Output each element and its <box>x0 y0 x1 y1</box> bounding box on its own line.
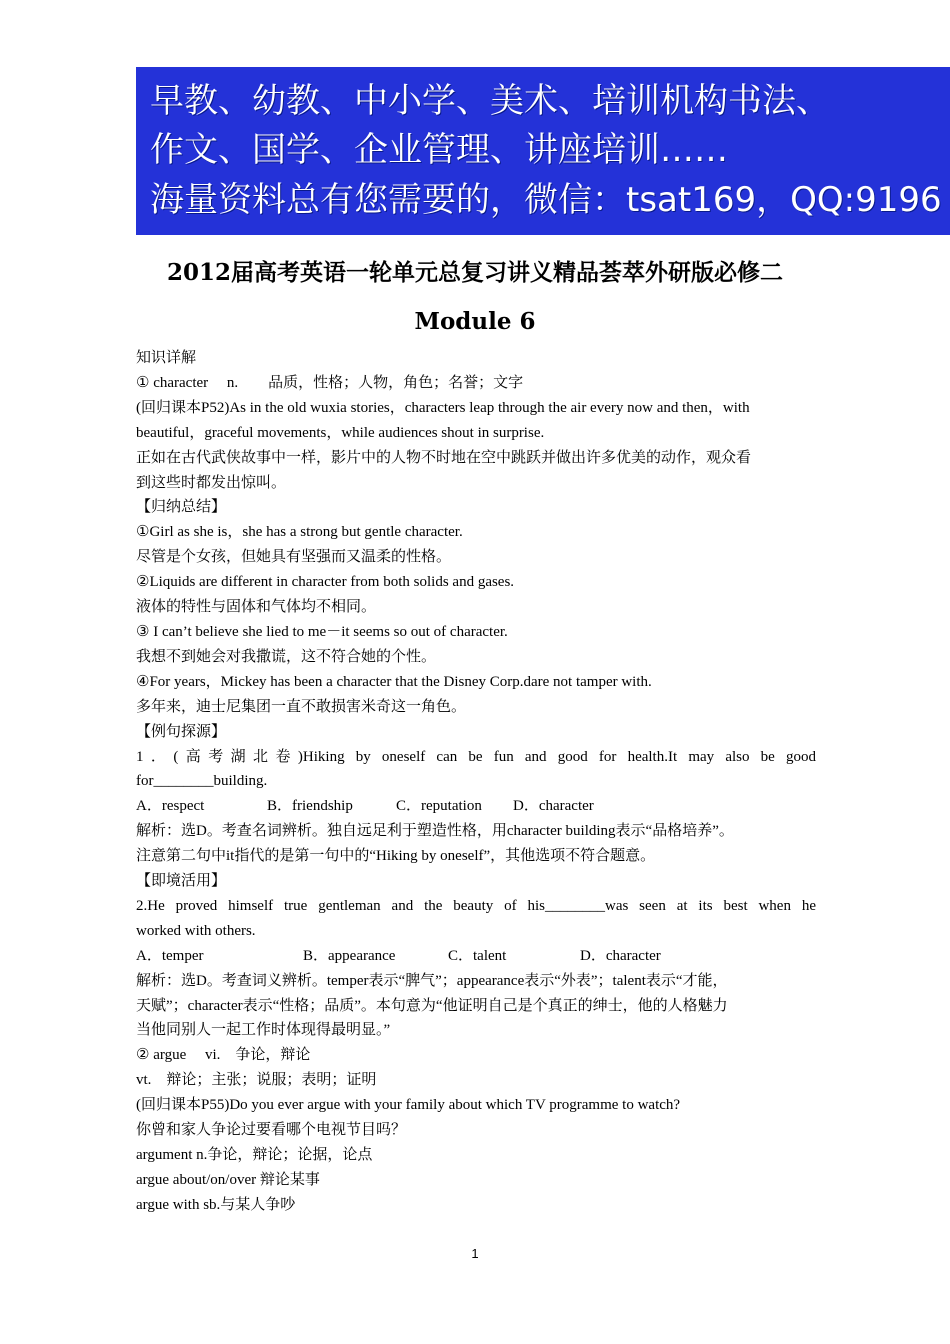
text-line: argument n.争论，辩论；论据，论点 <box>136 1147 373 1163</box>
section-heading: 【归纳总结】 <box>136 499 227 516</box>
option-c: C．talent <box>448 947 507 964</box>
document-title: 2012届高考英语一轮单元总复习讲义精品荟萃外研版必修二 <box>166 259 783 286</box>
text-line: vt. 辩论；主张；说服；表明；证明 <box>136 1072 377 1089</box>
text-line: (回归课本P52)As in the old wuxia stories，characters leap through the air every now and then，with <box>136 399 750 416</box>
module-heading: Module 6 <box>414 308 536 335</box>
text-line: argue with sb.与某人争吵 <box>136 1196 296 1213</box>
option-b: B．friendship <box>267 798 353 815</box>
document-body <box>136 346 816 1218</box>
question-text: 1．(高考湖北卷)Hiking by oneself can be fun and good for health.It may also be good <box>136 748 816 765</box>
ad-banner <box>136 67 950 235</box>
vocab-entry: ② argue vi. 争论，辩论 <box>136 1047 311 1064</box>
question-options <box>136 944 816 969</box>
banner-line: 作文、国学、企业管理、讲座培训…… <box>150 130 728 170</box>
vocab-entry: ① character n. 品质，性格；人物，角色；名誉；文字 <box>136 374 524 391</box>
text-line: 解析：选D。考查名词辨析。独自远足利于塑造性格，用character building表示“品格培养”。 <box>136 823 734 840</box>
option-a: A．temper <box>136 947 204 964</box>
page-number: 1 <box>471 1246 479 1261</box>
option-c: C．reputation <box>396 798 482 815</box>
section-heading: 【例句探源】 <box>136 723 227 740</box>
text-line: 当他同别人一起工作时体现得最明显。” <box>136 1022 391 1039</box>
question-text: for________building. <box>136 773 268 790</box>
text-line: 天赋”；character表示“性格；品质”。本句意为“他证明自己是个真正的绅士，他的人格魅力 <box>136 997 728 1014</box>
section-heading: 【即境活用】 <box>136 873 227 890</box>
option-d: D．character <box>513 798 594 815</box>
option-b: B．appearance <box>303 947 396 964</box>
text-line: ②Liquids are different in character from both solids and gases. <box>136 574 515 591</box>
text-line: 尽管是个女孩，但她具有坚强而又温柔的性格。 <box>136 549 452 566</box>
option-d: D．character <box>580 947 661 964</box>
banner-line: 早教、幼教、中小学、美术、培训机构书法、 <box>150 81 830 121</box>
text-line: 解析：选D。考查词义辨析。temper表示“脾气”；appearance表示“外表”；talent表示“才能， <box>136 972 728 989</box>
text-line: (回归课本P55)Do you ever argue with your family about which TV programme to watch? <box>136 1097 681 1114</box>
question-text: 2.He proved himself true gentleman and the beauty of his________was seen at its best when he <box>136 897 816 914</box>
text-line: beautiful，graceful movements，while audiences shout in surprise. <box>136 424 545 441</box>
option-a: A．respect <box>136 798 205 815</box>
section-heading: 知识详解 <box>136 350 197 366</box>
text-line: 到这些时都发出惊叫。 <box>136 474 287 491</box>
question-options <box>136 794 816 819</box>
banner-line: 海量资料总有您需要的，微信：tsat169，QQ:9196 <box>150 180 942 220</box>
text-line: 注意第二句中it指代的是第一句中的“Hiking by oneself”，其他选项不符合题意。 <box>136 848 656 865</box>
text-line: 正如在古代武侠故事中一样，影片中的人物不时地在空中跳跃并做出许多优美的动作，观众看 <box>136 449 752 466</box>
text-line: 你曾和家人争论过要看哪个电视节目吗？ <box>136 1122 407 1139</box>
text-line: 多年来，迪士尼集团一直不敢损害米奇这一角色。 <box>136 698 467 715</box>
text-line: 液体的特性与固体和气体均不相同。 <box>136 599 377 616</box>
text-line: ③ I can’t believe she lied to me－it seems so out of character. <box>136 623 508 640</box>
text-line: 我想不到她会对我撒谎，这不符合她的个性。 <box>136 648 437 665</box>
text-line: ④For years，Mickey has been a character that the Disney Corp.dare not tamper with. <box>136 673 652 690</box>
text-line: argue about/on/over 辩论某事 <box>136 1171 320 1188</box>
question-text: worked with others. <box>136 922 256 939</box>
text-line: ①Girl as she is，she has a strong but gentle character. <box>136 524 463 541</box>
